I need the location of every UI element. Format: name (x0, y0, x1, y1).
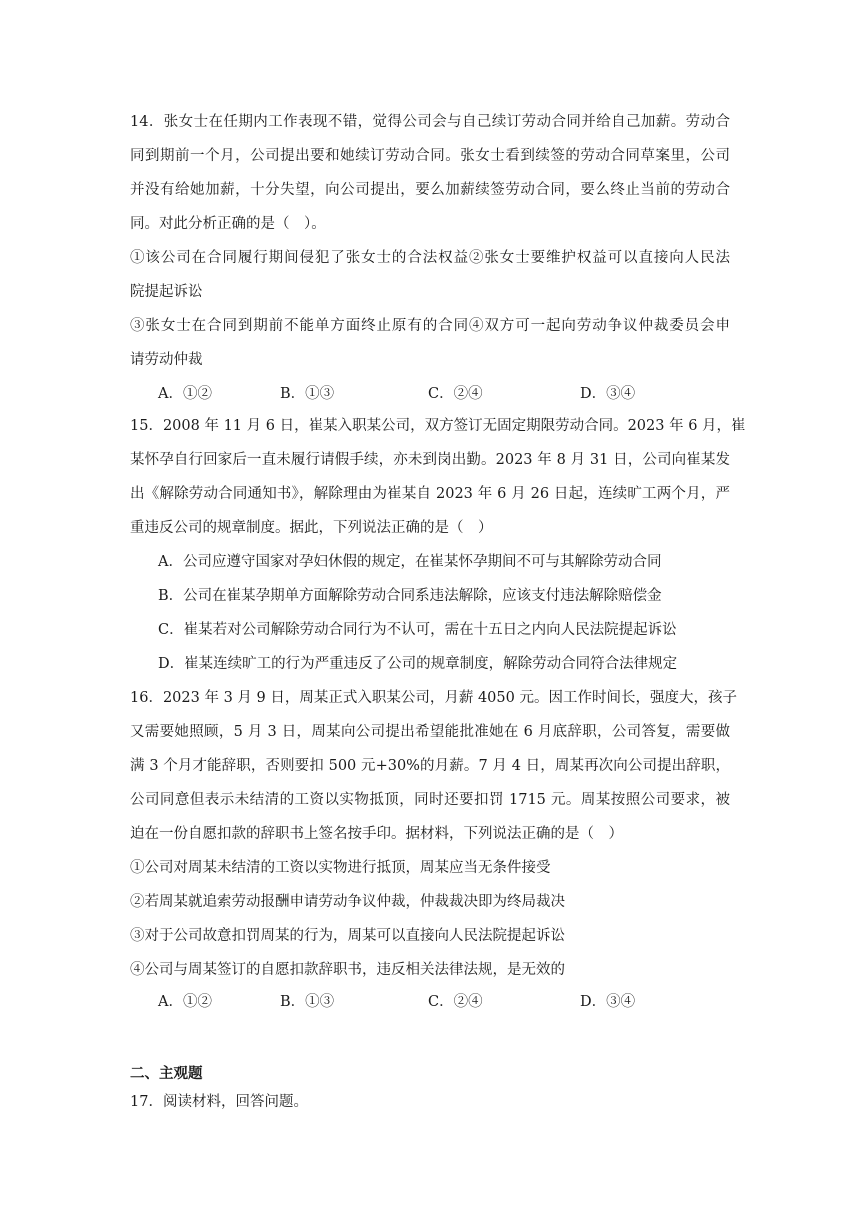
q14-stem-line: 同。对此分析正确的是（ ）。 (130, 216, 326, 232)
q17-prompt: 17．阅读材料，回答问题。 (130, 1094, 308, 1110)
q14-stem-line: 同到期前一个月，公司提出要和她续订劳动合同。张女士看到续签的劳动合同草案里，公司 (130, 148, 730, 164)
q14-statement-line: 院提起诉讼 (130, 284, 203, 300)
q15-stem-line: 某怀孕自行回家后一直未履行请假手续，亦未到岗出勤。2023 年 8 月 31 日，公司向崔某发 (130, 452, 730, 468)
q15-option-d: D．崔某连续旷工的行为严重违反了公司的规章制度，解除劳动合同符合法律规定 (158, 656, 678, 672)
q16-stem-line: 16．2023 年 3 月 9 日，周某正式入职某公司，月薪 4050 元。因工作时间长，强度大，孩子 (130, 690, 737, 706)
q14-statement-line: ③张女士在合同到期前不能单方面终止原有的合同④双方可一起向劳动争议仲裁委员会申 (130, 318, 730, 334)
q14-option-c: C．②④ (428, 386, 483, 402)
q15-stem-line: 出《解除劳动合同通知书》，解除理由为崔某自 2023 年 6 月 26 日起，连续旷工两个月，严 (130, 486, 730, 502)
q15-stem-line: 重违反公司的规章制度。据此，下列说法正确的是（ ） (130, 520, 493, 536)
q16-stem-line: 公司同意但表示未结清的工资以实物抵顶，同时还要扣罚 1715 元。周某按照公司要求，被 (130, 792, 730, 808)
q15-stem-line: 15．2008 年 11 月 6 日，崔某入职某公司，双方签订无固定期限劳动合同。2023 年 6 月，崔 (130, 418, 746, 434)
q14-statement-line: 请劳动仲裁 (130, 352, 203, 368)
q15-option-c: C．崔某若对公司解除劳动合同行为不认可，需在十五日之内向人民法院提起诉讼 (158, 622, 677, 638)
q16-statement-line: ②若周某就追索劳动报酬申请劳动争议仲裁，仲裁裁决即为终局裁决 (130, 894, 565, 910)
q16-stem-line: 满 3 个月才能辞职，否则要扣 500 元+30%的月薪。7 月 4 日，周某再次向公司提出辞职， (130, 758, 730, 774)
q14-stem-line: 并没有给她加薪，十分失望，向公司提出，要么加薪续签劳动合同，要么终止当前的劳动合 (130, 182, 730, 198)
q16-statement-line: ①公司对周某未结清的工资以实物进行抵顶，周某应当无条件接受 (130, 860, 551, 876)
q16-stem-line: 又需要她照顾，5 月 3 日，周某向公司提出希望能批准她在 6 月底辞职，公司答复，需要做 (130, 724, 730, 740)
q16-option-b: B．①③ (280, 994, 335, 1010)
q14-option-a: A．①② (158, 386, 212, 402)
q14-option-b: B．①③ (280, 386, 335, 402)
q14-stem-line: 14．张女士在任期内工作表现不错，觉得公司会与自己续订劳动合同并给自己加薪。劳动合 (130, 114, 730, 130)
q15-option-b: B．公司在崔某孕期单方面解除劳动合同系违法解除，应该支付违法解除赔偿金 (158, 588, 662, 604)
q16-statement-line: ④公司与周某签订的自愿扣款辞职书，违反相关法律法规，是无效的 (130, 962, 565, 978)
q16-statement-line: ③对于公司故意扣罚周某的行为，周某可以直接向人民法院提起诉讼 (130, 928, 565, 944)
q14-statement-line: ①该公司在合同履行期间侵犯了张女士的合法权益②张女士要维护权益可以直接向人民法 (130, 250, 730, 266)
q16-stem-line: 迫在一份自愿扣款的辞职书上签名按手印。据材料，下列说法正确的是（ ） (130, 826, 623, 842)
q14-option-d: D．③④ (580, 386, 636, 402)
q15-option-a: A．公司应遵守国家对孕妇休假的规定，在崔某怀孕期间不可与其解除劳动合同 (158, 554, 662, 570)
q16-option-c: C．②④ (428, 994, 483, 1010)
section-heading: 二、主观题 (130, 1066, 203, 1082)
q16-option-d: D．③④ (580, 994, 636, 1010)
q16-option-a: A．①② (158, 994, 212, 1010)
